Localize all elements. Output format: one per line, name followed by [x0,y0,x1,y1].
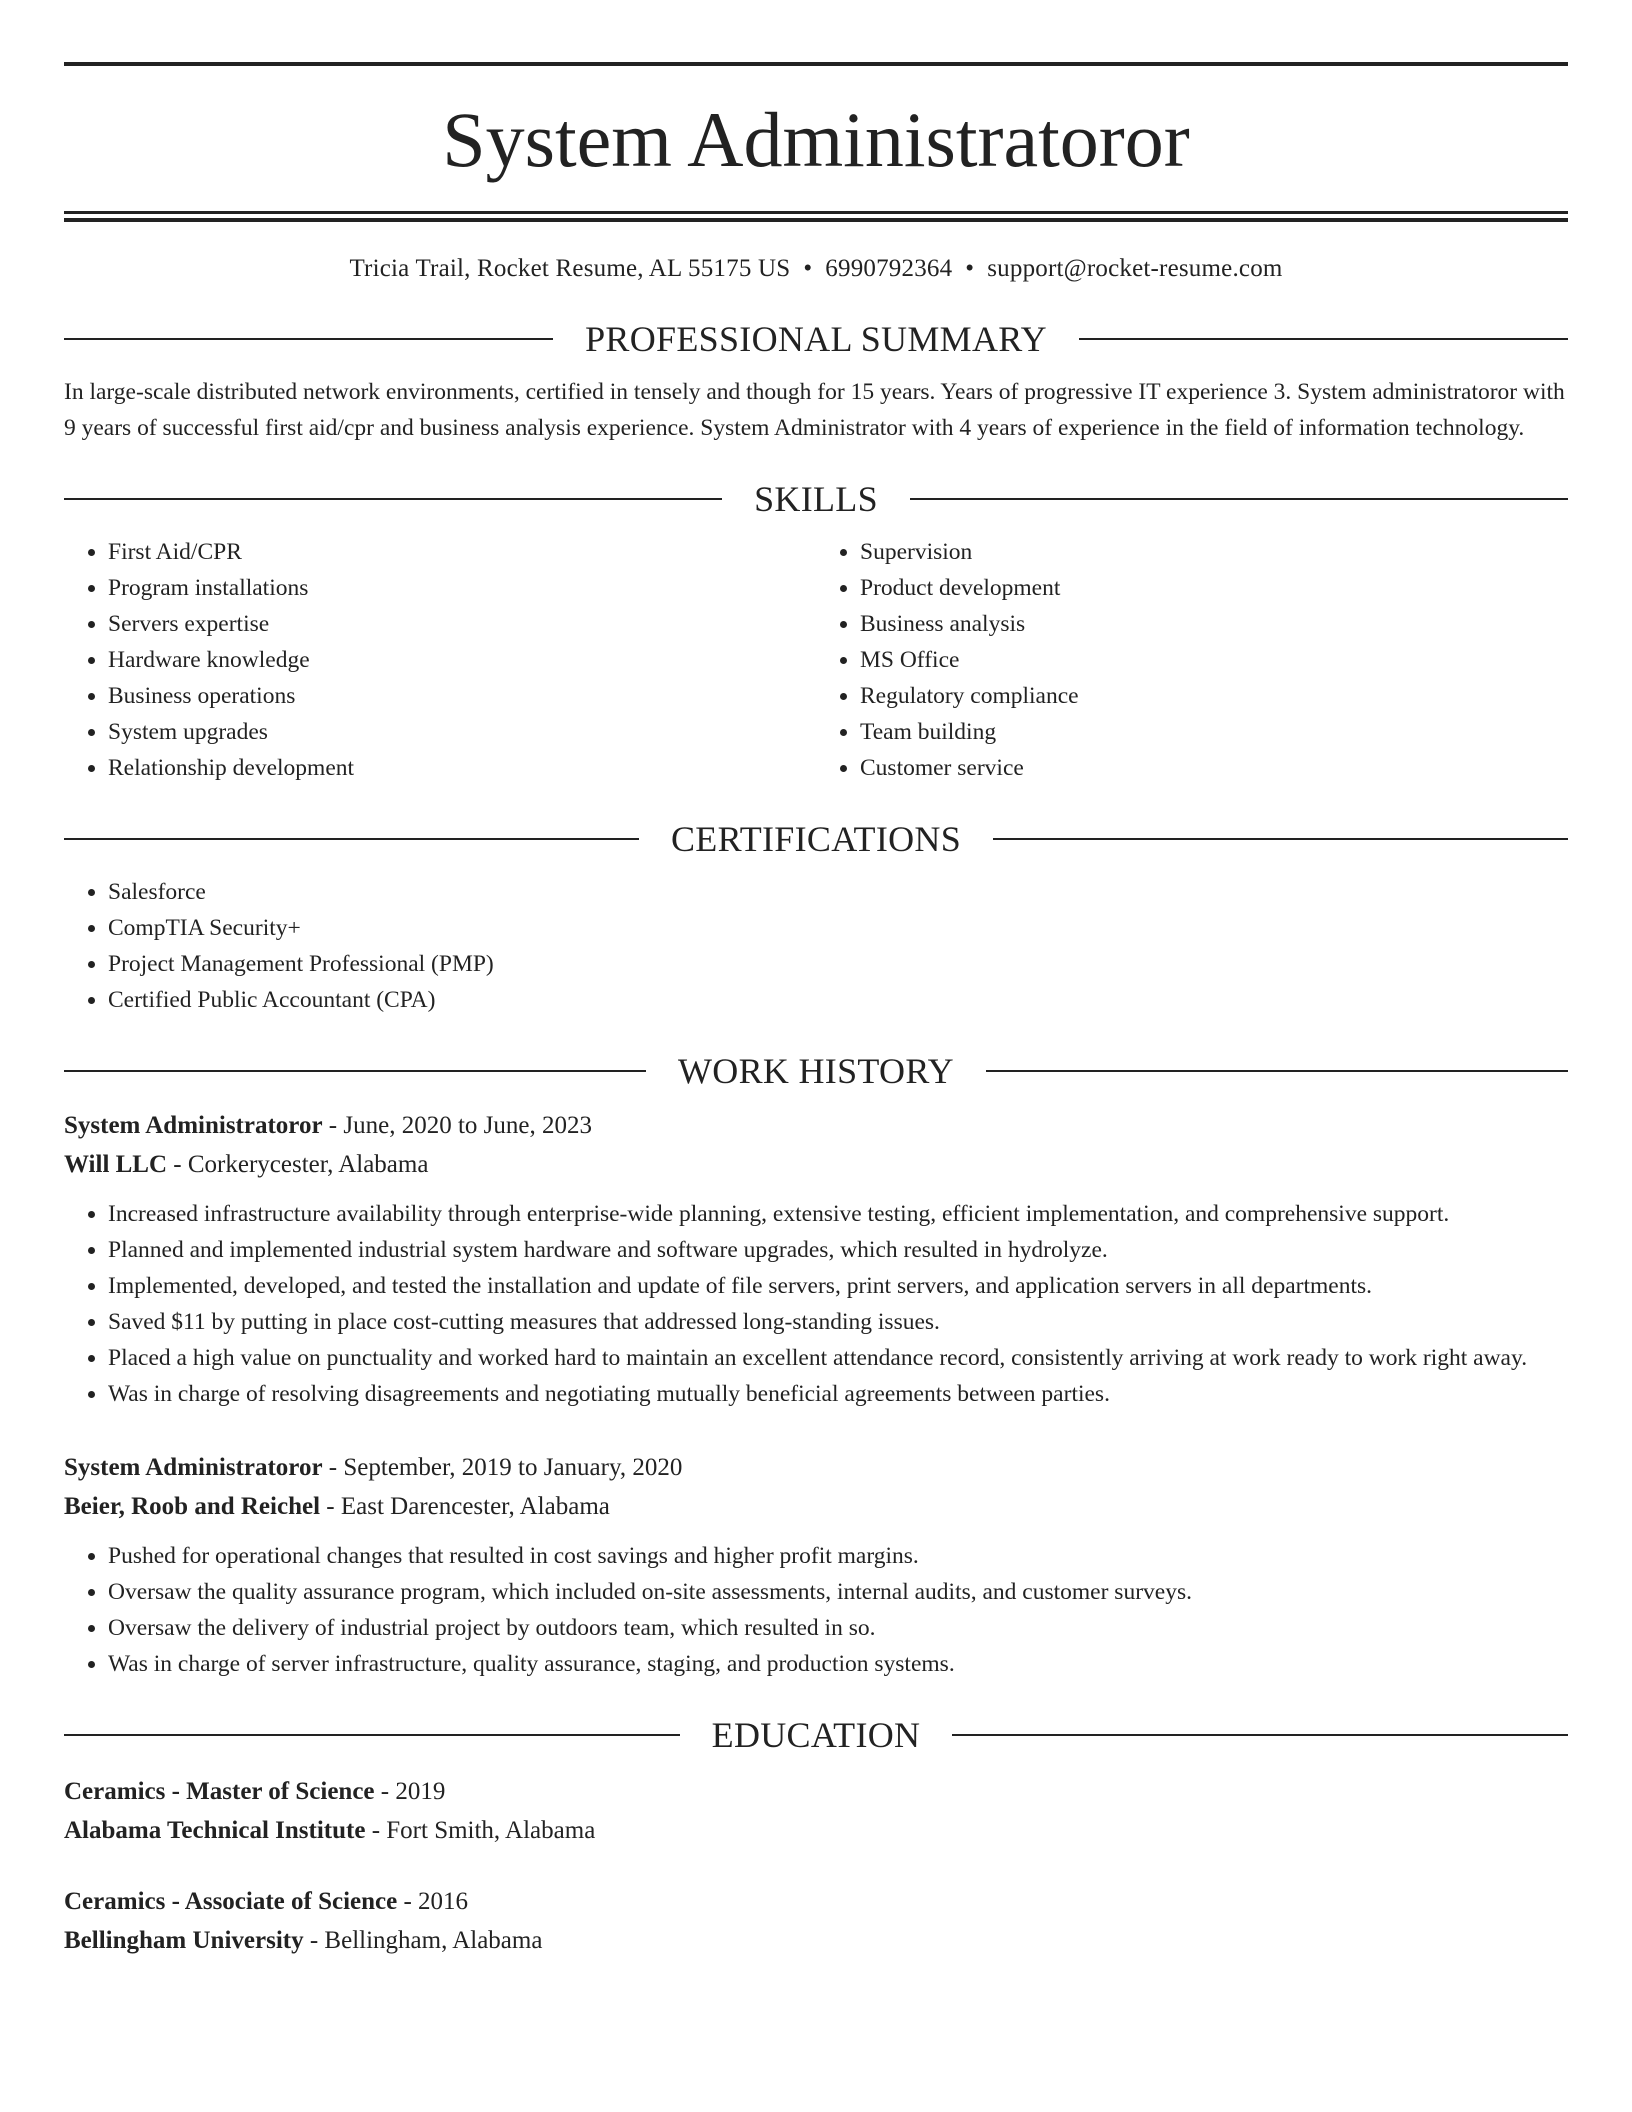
job-company: Will LLC [64,1151,168,1178]
divider [952,1734,1568,1736]
job-title: System Administratoror [64,1454,323,1481]
skill-item: • Business operations [108,678,816,714]
skill-item: • Business analysis [860,606,1568,642]
job-entry [64,1448,1568,1682]
job-bullets [64,1538,1568,1682]
skill-item: • Product development [860,570,1568,606]
school: Alabama Technical Institute [64,1817,366,1844]
divider [993,838,1568,840]
certification-item: • Project Management Professional (PMP) [108,946,1568,982]
job-bullet: • Oversaw the quality assurance program, which included on-site assessments, internal audits, and customer surveys. [108,1574,1568,1610]
job-entry [64,1106,1568,1412]
skill-item: • Customer service [860,750,1568,786]
degree: Ceramics - Associate of Science [64,1888,398,1915]
divider [64,1070,646,1072]
contact-separator: • [803,255,813,282]
job-dates: - September, 2019 to January, 2020 [322,1454,683,1481]
section-header-summary [64,316,1568,362]
school: Bellingham University [64,1927,304,1954]
job-dates: - June, 2020 to June, 2023 [322,1112,592,1139]
skill-item: • Relationship development [108,750,816,786]
job-bullet: • Planned and implemented industrial system hardware and software upgrades, which resulted in hydrolyze. [108,1232,1568,1268]
job-bullet: • Was in charge of server infrastructure, quality assurance, staging, and production systems. [108,1646,1568,1682]
education-entry [64,1772,1568,1850]
skill-item: • Servers expertise [108,606,816,642]
skill-item: • Regulatory compliance [860,678,1568,714]
skill-item: • Program installations [108,570,816,606]
section-header-work-history [64,1048,1568,1094]
divider [64,838,639,840]
resume-page [64,62,1568,1960]
title-double-rule [64,211,1568,222]
skill-item: • MS Office [860,642,1568,678]
job-bullets [64,1196,1568,1412]
skill-item: • Hardware knowledge [108,642,816,678]
certification-item: • Certified Public Accountant (CPA) [108,982,1568,1018]
school-location: - Fort Smith, Alabama [365,1817,596,1844]
skills-column-left [64,534,816,786]
job-title-line [64,1448,1568,1487]
job-company-line [64,1145,1568,1184]
contact-email: support@rocket-resume.com [987,255,1283,282]
section-heading: PROFESSIONAL SUMMARY [585,319,1047,359]
divider [910,498,1568,500]
divider [64,498,722,500]
contact-separator: • [965,255,975,282]
job-bullet: • Oversaw the delivery of industrial project by outdoors team, which resulted in so. [108,1610,1568,1646]
job-location: - Corkerycester, Alabama [167,1151,429,1178]
job-company-line [64,1487,1568,1526]
divider [1079,338,1568,340]
job-bullet: • Was in charge of resolving disagreements and negotiating mutually beneficial agreements between parties. [108,1376,1568,1412]
school-line [64,1921,1568,1960]
skills-column-right [816,534,1568,786]
job-location: - East Darencester, Alabama [320,1493,610,1520]
section-heading: CERTIFICATIONS [670,819,962,859]
summary-text: In large-scale distributed network environments, certified in tensely and though for 15 years. Years of progressive IT experience 3. System administratoror with 9 years of successful first aid/cpr and business analysis experience. System Administrator with 4 years of experience in the field of information technology. [64,379,1565,441]
top-rule [64,62,1568,66]
certification-item: • Salesforce [108,874,1568,910]
job-bullet: • Increased infrastructure availability through enterprise-wide planning, extensive testing, efficient implementation, and comprehensive support. [108,1196,1568,1232]
job-bullet: • Saved $11 by putting in place cost-cutting measures that addressed long-standing issues. [108,1304,1568,1340]
skill-item: • Supervision [860,534,1568,570]
divider [986,1070,1568,1072]
skills-list [64,534,1568,786]
section-heading: SKILLS [754,479,878,519]
job-title: System Administratoror [64,1112,323,1139]
section-header-certifications [64,816,1568,862]
section-heading: EDUCATION [711,1715,921,1755]
degree-line [64,1772,1568,1811]
contact-line [64,252,1568,286]
divider [64,1734,680,1736]
degree-line [64,1882,1568,1921]
job-bullet: • Placed a high value on punctuality and worked hard to maintain an excellent attendance record, consistently arriving at work ready to work right away. [108,1340,1568,1376]
skill-item: • Team building [860,714,1568,750]
education-entry [64,1882,1568,1960]
certifications-list [64,874,1568,1018]
section-header-education [64,1712,1568,1758]
job-bullet: • Pushed for operational changes that resulted in cost savings and higher profit margins. [108,1538,1568,1574]
skill-item: • First Aid/CPR [108,534,816,570]
contact-address: Tricia Trail, Rocket Resume, AL 55175 US [349,255,791,282]
degree: Ceramics - Master of Science [64,1778,375,1805]
job-bullet: • Implemented, developed, and tested the installation and update of file servers, print servers, and application servers in all departments. [108,1268,1568,1304]
graduation-year: - 2016 [397,1888,469,1915]
divider [64,338,553,340]
skill-item: • System upgrades [108,714,816,750]
graduation-year: - 2019 [374,1778,446,1805]
page-title: System Administratoror [442,96,1190,183]
contact-phone: 6990792364 [825,255,953,282]
job-company: Beier, Roob and Reichel [64,1493,321,1520]
section-header-skills [64,476,1568,522]
school-location: - Bellingham, Alabama [303,1927,543,1954]
certification-item: • CompTIA Security+ [108,910,1568,946]
job-title-line [64,1106,1568,1145]
school-line [64,1811,1568,1850]
section-heading: WORK HISTORY [678,1051,954,1091]
